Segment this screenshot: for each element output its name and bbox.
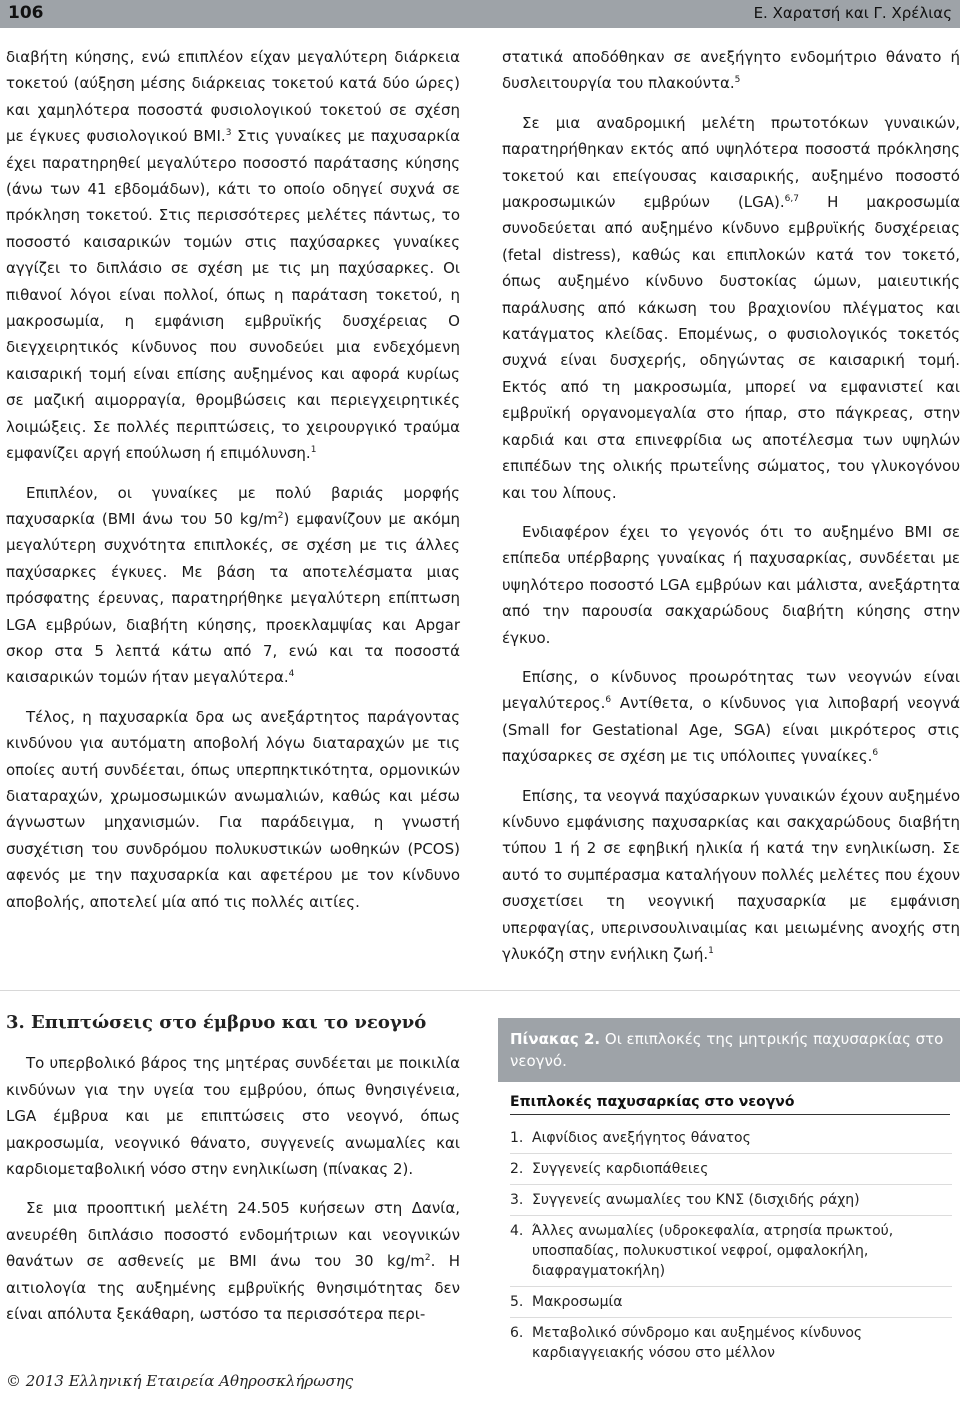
paragraph: Επίσης, ο κίνδυνος προωρότητας των νεογνών είναι μεγαλύτερος.$^6$ Αντίθετα, ο κίνδυνος για λιποβαρή νεογνά (Small for Gestational Age, SGA) είναι μικρότερος στις παχύσαρκες σε σχέση με τις υπόλοιπες γυναίκες.$^6$ (502, 667, 960, 766)
table-caption: Πίνακας 2. Οι επιπλοκές της μητρικής παχυσαρκίας στο νεογνό. (498, 1018, 960, 1082)
citation: 6 (605, 695, 612, 706)
citation: 6,7 (784, 194, 799, 205)
table-2 (498, 1018, 960, 1362)
table-row: 4. Άλλες ανωμαλίες (υδροκεφαλία, ατρησία πρωκτού, υποσπαδίας, πολυκυστικοί νεφροί, ομφαλοκήλη, διαφραγματοκήλη) (510, 1216, 952, 1287)
table-row: 1. Αιφνίδιος ανεξήγητος θάνατος (510, 1123, 952, 1154)
paragraph: Επίσης, τα νεογνά παχύσαρκων γυναικών έχουν αυξημένο κίνδυνο εμφάνισης παχυσαρκίας και σακχαρώδους διαβήτη τύπου 1 ή 2 σε εφηβική ηλικία ή κατά την ενηλικίωση. Σε αυτό το συμπέρασμα καταλήγουν πολλές μελέτες που έχουν συσχετίσει τη νεογνική παχυσαρκία με εμφάνιση υπερφαγίας, υπερινσουλιναιμίας και μειωμένης ανοχής στη γλυκόζη στην ενήλικη ζωή.$^1$ (502, 786, 960, 963)
paragraph: διαβήτη κύησης, ενώ επιπλέον είχαν μεγαλύτερη διάρκεια τοκετού (αύξηση μέσης διάρκειας τοκετού κατά δύο ώρες) και χαμηλότερα ποσοστά φυσιολογικού τοκετού σε σχέση με έγκυες φυσιολογικού BMI.$^3$ Στις γυναίκες με παχυσαρκία έχει παρατηρηθεί μεγαλύτερο ποσοστό παράτασης κύησης (άνω των 41 εβδομάδων), κάτι το οποίο οδηγεί συχνά σε πρόκληση τοκετού. Στις περισσότερες μελέτες πάντως, το ποσοστό καισαρικών τομών στις παχύσαρκες γυναίκες αγγίζει το διπλάσιο σε σχέση με τις μη παχύσαρκες. Οι πιθανοί λόγοι είναι πολλοί, όπως η παράταση τοκετού, η μακροσωμία, η εμφάνιση εμβρυϊκής δυσχέρειας Ο διεγχειρητικός κίνδυνος που συνοδεύει μια ενδεχόμενη καισαρική τομή είναι επίσης αυξημένος και αφορά κυρίως σε μαζική αιμορραγία, θρομβώσεις και περιεγχειρητικές λοιμώξεις. Σε πολλές περιπτώσεις, το χειρουργικό τραύμα εμφανίζει αργή επούλωση ή επιμόλυνση.$^1$ (6, 48, 460, 463)
header-bar (0, 0, 960, 28)
paragraph: Σε μια αναδρομική μελέτη πρωτοτόκων γυναικών, παρατηρήθηκαν εκτός από υψηλότερα ποσοστά πρόκλησης τοκετού και επείγουσας καισαρικής, αυξημένο ποσοστό μακροσωμικών εμβρύων (LGA).$^{6,7}$ Η μακροσωμία συνοδεύεται από αυξημένο κίνδυνο εμβρυϊκής δυσχέρειας (fetal distress), καθώς και επιπλοκών κατά τον τοκετό, όπως αυξημένο κίνδυνο δυστοκίας ώμων, μαιευτικής παράλυσης από κάκωση του βραχιονίου πλέγματος και κατάγματος κλείδας. Επομένως, ο φυσιολογικός τοκετός συχνά είναι δυσχερής, οδηγώντας σε καισαρική τομή. Εκτός από τη μακροσωμία, μπορεί να εμφανιστεί και εμβρυϊκή οργανομεγαλία στο ήπαρ, στο πάγκρεας, στην καρδιά και στα επινεφρίδια ως αποτέλεσμα των υψηλών επιπέδων της ολικής πρωτεΐνης σώματος, του γλυκογόνου και του λίπους. (502, 113, 960, 502)
citation: 4 (288, 669, 295, 680)
table-row: 6. Μεταβολικό σύνδρομο και αυξημένος κίνδυνος καρδιαγγειακής νόσου στο μέλλον (510, 1325, 863, 1361)
paragraph: Τέλος, η παχυσαρκία δρα ως ανεξάρτητος παράγοντας κινδύνου για αυτόματη αποβολή λόγω διαταραχών με τις οποίες αυτή συνδέεται, όπως υπερπηκτικότητα, ορμονικών διαταραχών, χρωμοσωμικών ανωμαλιών, καθώς και μέσω άγνωστων μηχανισμών. Για παράδειγμα, η γνωστή συσχέτιση του συνδρόμου πολυκυστικών ωοθηκών (PCOS) αφενός με την παχυσαρκία και αφετέρου με τον κίνδυνο αποβολής, αποτελεί μία από τις πολλές αιτίες. (6, 707, 460, 911)
table-row: 2. Συγγενείς καρδιοπάθειες (510, 1154, 952, 1185)
paragraph: Σε μια προοπτική μελέτη 24.505 κυήσεων στη Δανία, ανευρέθη διπλάσιο ποσοστό ενδομήτριων και νεογνικών θανάτων σε ασθενείς με BMI άνω του 30 $kg/m^2$. Η αιτιολογία της αυξημένης εμβρυϊκής θνησιμότητας δεν είναι απόλυτα ξεκάθαρη, ωστόσο τα περισσότερα περι- (6, 1199, 460, 1324)
citation: 1 (708, 946, 714, 956)
citation: 3 (225, 128, 232, 139)
section-heading: 3. Επιπτώσεις στο έμβρυο και το νεογνό (6, 1012, 427, 1033)
page-number: 106 (8, 3, 44, 23)
table-list (498, 1123, 960, 1368)
paragraph: Το υπερβολικό βάρος της μητέρας συνδέεται με ποικιλία κινδύνων για την υγεία του εμβρύου, όπως θνησιγένεια, LGA έμβρυα και με επιπτώσεις στο νεογνό, όπως μακροσωμία, νεογνικό θάνατο, συγγενείς ανωμαλίες και καρδιομεταβολική νόσο στην ενηλικίωση (πίνακας 2). (6, 1054, 460, 1179)
citation: 6 (872, 748, 879, 759)
citation: 5 (734, 75, 741, 86)
left-column-top (6, 44, 460, 915)
paragraph: Επιπλέον, οι γυναίκες με πολύ βαριάς μορφής παχυσαρκία (BMI άνω του 50 $kg/m^2$) εμφανίζουν με ακόμη μεγαλύτερη συχνότητα επιπλοκές, σε σχέση με τις άλλες παχύσαρκες έγκυες. Με βάση τα αποτελέσματα μιας πρόσφατης έρευνας, παρατηρήθηκε μεγαλύτερη επίπτωση LGA εμβρύων, διαβήτη κύησης, προεκλαμψίας και Apgar σκορ στα 5 λεπτά κάτω από 7, ενώ και τα ποσοστά καισαρικών τομών ήταν μεγαλύτερα.$^4$ (6, 483, 460, 687)
citation: 1 (310, 445, 317, 456)
right-column-top (502, 44, 960, 967)
section-divider (0, 990, 960, 991)
running-head-authors: Ε. Χαρατσή και Γ. Χρέλιας (753, 4, 952, 22)
paragraph: στατικά αποδόθηκαν σε ανεξήγητο ενδομήτριο θάνατο ή δυσλειτουργία του πλακούντα.$^5$ (502, 48, 960, 93)
section-3 (6, 1010, 460, 1327)
footer-copyright: © 2013 Ελληνική Εταιρεία Αθηροσκλήρωσης (6, 1372, 354, 1390)
table-row: 5. Μακροσωμία (510, 1287, 952, 1318)
table-row: 3. Συγγενείς ανωμαλίες του ΚΝΣ (δισχιδής ράχη) (510, 1185, 952, 1216)
table-heading: Επιπλοκές παχυσαρκίας στο νεογνό (510, 1094, 950, 1115)
paragraph: Ενδιαφέρον έχει το γεγονός ότι το αυξημένο BMI σε επίπεδα υπέρβαρης γυναίκας ή παχυσαρκίας, συνδέεται με υψηλότερο ποσοστό LGA εμβρύων και μάλιστα, ανεξάρτητα από την παρουσία σακχαρώδους διαβήτη κύησης στην έγκυο. (502, 522, 960, 647)
